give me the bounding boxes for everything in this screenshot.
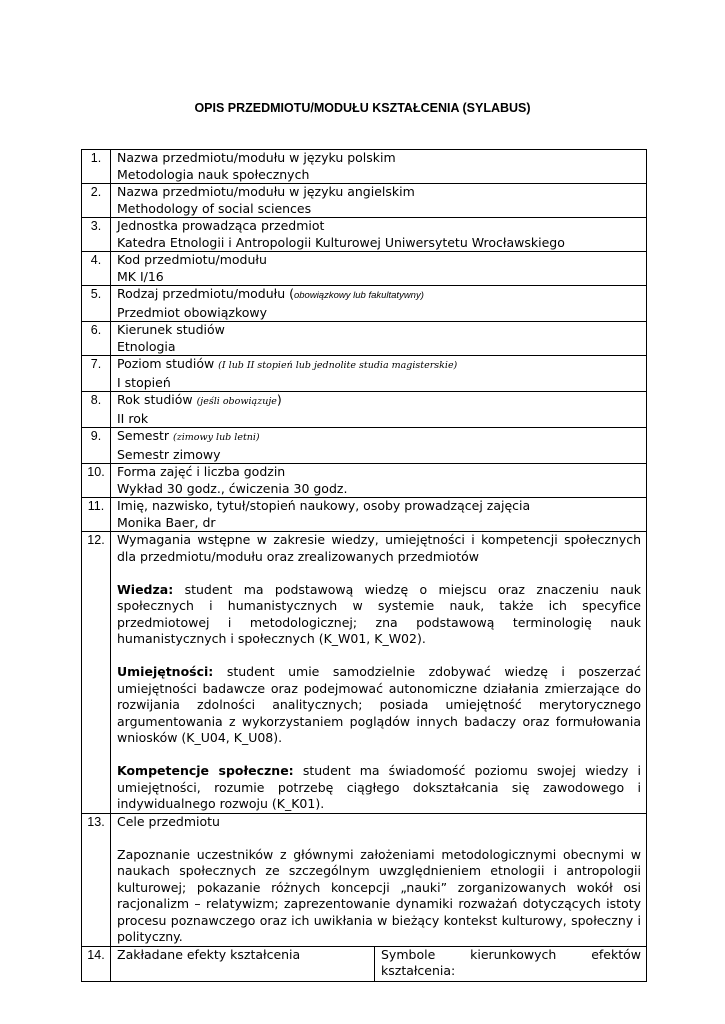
row-number: 7. bbox=[82, 356, 111, 392]
field-hint: (zimowy lub letni) bbox=[173, 432, 260, 443]
row-number: 5. bbox=[82, 286, 111, 322]
table-row bbox=[82, 356, 647, 392]
goals-text: Zapoznanie uczestników z głównymi założeniami metodologicznymi obecnymi w naukach społecznych ze szczególnym uwzględnieniem etnologii i antropologii kulturowej; pokazanie różnych koncepcji „nauki” zorganizowanych wokół osi racjonalizm – relatywizm; zaprezentowanie dynamiki rozważań dotyczących istoty procesu poznawczego oraz ich uwikłania w bieżący kontekst kulturowy, społeczny i polityczny. bbox=[117, 846, 641, 944]
row-number: 1. bbox=[82, 150, 111, 184]
field-label: Nazwa przedmiotu/modułu w języku angielskim bbox=[117, 184, 415, 199]
row-number: 4. bbox=[82, 252, 111, 286]
row-number: 3. bbox=[82, 218, 111, 252]
kompetencje-text: student ma świadomość poziomu swojej wiedzy i umiejętności, rozumie potrzebę ciągłego dokształcania się zawodowego i indywidualnego rozwoju (K_K01). bbox=[117, 763, 641, 811]
field-label: Nazwa przedmiotu/modułu w języku polskim bbox=[117, 150, 396, 165]
field-label: Jednostka prowadząca przedmiot bbox=[117, 218, 325, 233]
field-value: Etnologia bbox=[117, 338, 176, 354]
row-number: 6. bbox=[82, 322, 111, 356]
row-number: 8. bbox=[82, 392, 111, 428]
field-label: Rodzaj przedmiotu/modułu ( bbox=[117, 286, 294, 301]
field-label: Imię, nazwisko, tytuł/stopień naukowy, osoby prowadzącej zajęcia bbox=[117, 498, 531, 513]
row-number: 10. bbox=[82, 464, 111, 498]
table-row bbox=[82, 946, 647, 981]
wiedza-heading: Wiedza: bbox=[117, 581, 174, 597]
row-number: 12. bbox=[82, 532, 111, 814]
field-value: Metodologia nauk społecznych bbox=[117, 166, 310, 182]
field-value: Wykład 30 godz., ćwiczenia 30 godz. bbox=[117, 480, 348, 496]
row-number: 14. bbox=[82, 946, 111, 981]
field-label: Kierunek studiów bbox=[117, 322, 225, 337]
row-number: 9. bbox=[82, 428, 111, 464]
field-label: Forma zajęć i liczba godzin bbox=[117, 464, 286, 479]
table-row bbox=[82, 218, 647, 252]
field-hint: (jeśli obowiązuje bbox=[196, 396, 277, 407]
row-number: 11. bbox=[82, 498, 111, 532]
row-number: 13. bbox=[82, 813, 111, 946]
table-row bbox=[82, 464, 647, 498]
field-label: Rok studiów bbox=[117, 392, 193, 407]
field-value: Semestr zimowy bbox=[117, 446, 221, 462]
umiejetnosci-text: student umie samodzielnie zdobywać wiedzę i poszerzać umiejętności badawcze oraz podejmować autonomiczne działania zmierzające do rozwijania zdolności analitycznych; posiada umiejętność merytorycznego argumentowania z wykorzystaniem poglądów innych badaczy oraz formułowania wniosków (K_U04, K_U08). bbox=[117, 664, 641, 745]
document-title: OPIS PRZEDMIOTU/MODUŁU KSZTAŁCENIA (SYLABUS) bbox=[194, 101, 531, 115]
table-row bbox=[82, 428, 647, 464]
table-row bbox=[82, 184, 647, 218]
table-row bbox=[82, 150, 647, 184]
field-label: Kod przedmiotu/modułu bbox=[117, 252, 267, 267]
field-value: Przedmiot obowiązkowy bbox=[117, 304, 268, 320]
field-value: MK I/16 bbox=[117, 268, 164, 284]
syllabus-table bbox=[81, 149, 647, 982]
field-hint: (I lub II stopień lub jednolite studia magisterskie) bbox=[218, 360, 458, 371]
field-value: Katedra Etnologii i Antropologii Kulturowej Uniwersytetu Wrocławskiego bbox=[117, 234, 565, 250]
symbols-label: Symbole kierunkowych efektów kształcenia: bbox=[375, 946, 647, 981]
umiejetnosci-heading: Umiejętności: bbox=[117, 664, 214, 679]
field-value: II rok bbox=[117, 410, 149, 426]
field-hint: obowiązkowy lub fakultatywny) bbox=[293, 290, 424, 301]
table-row bbox=[82, 322, 647, 356]
field-value: Monika Baer, dr bbox=[117, 514, 216, 530]
field-label: Wymagania wstępne w zakresie wiedzy, umiejętności i kompetencji społecznych dla przedmiotu/modułu oraz zrealizowanych przedmiotów bbox=[117, 532, 641, 564]
table-row bbox=[82, 252, 647, 286]
field-label: Poziom studiów bbox=[117, 356, 215, 371]
field-label: Cele przedmiotu bbox=[117, 813, 220, 829]
field-label-end: ) bbox=[276, 392, 282, 407]
kompetencje-heading: Kompetencje społeczne: bbox=[117, 763, 294, 778]
table-row bbox=[82, 286, 647, 322]
field-label: Semestr bbox=[117, 428, 170, 443]
wiedza-text: student ma podstawową wiedzę o miejscu oraz znaczeniu nauk społecznych i humanistycznych w systemie nauk, także ich specyfice przedmiotowej i metodologicznej; zna podstawową terminologię nauk humanistycznych i społecznych (K_W01, K_W02). bbox=[117, 581, 641, 646]
table-row bbox=[82, 532, 647, 814]
table-row bbox=[82, 498, 647, 532]
field-value: I stopień bbox=[117, 374, 171, 390]
field-value: Methodology of social sciences bbox=[117, 200, 312, 216]
outcomes-label: Zakładane efekty kształcenia bbox=[111, 946, 375, 981]
table-row bbox=[82, 813, 647, 946]
row-number: 2. bbox=[82, 184, 111, 218]
table-row bbox=[82, 392, 647, 428]
